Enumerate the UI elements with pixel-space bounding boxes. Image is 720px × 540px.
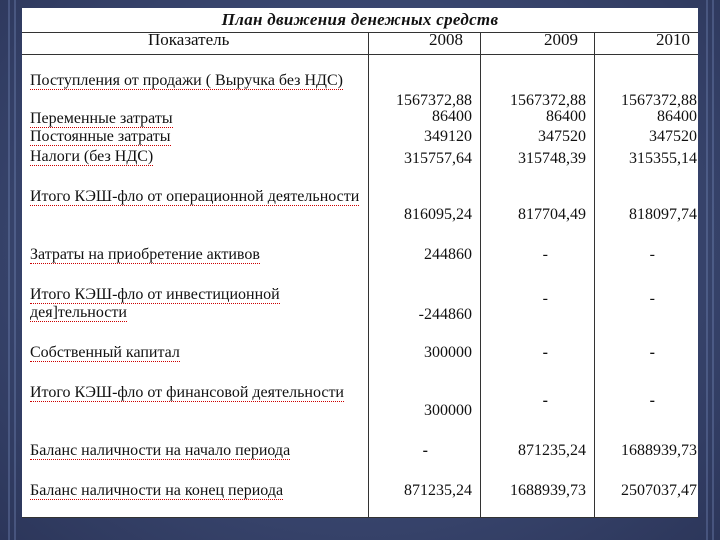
cell-value: 2507037,47	[621, 482, 697, 499]
cell-value: 86400	[432, 108, 472, 125]
header-divider	[22, 54, 698, 55]
cell-value: -	[542, 344, 548, 361]
cell-value: 315757,64	[404, 150, 472, 167]
cell-value: -	[649, 344, 655, 361]
row-label-operating-cash-flow: Итого КЭШ-фло от операционной деятельности	[30, 188, 360, 205]
cell-value: -	[649, 392, 655, 409]
row-label-opening-balance: Баланс наличности на начало периода	[30, 442, 291, 459]
cell-value: 315355,14	[629, 150, 697, 167]
cell-value: 300000	[424, 402, 472, 419]
row-label-financing-cash-flow: Итого КЭШ-фло от финансовой деятельности	[30, 384, 344, 401]
cell-value: 349120	[424, 128, 472, 145]
row-label-investing-cash-flow: Итого КЭШ-фло от инвестиционной дея]тельности	[30, 286, 280, 321]
header-year-2008: 2008	[429, 30, 463, 49]
cell-value: -	[542, 392, 548, 409]
cell-value: -	[649, 246, 655, 263]
cell-value: 1567372,88	[621, 92, 697, 109]
cell-value: 817704,49	[518, 206, 586, 223]
header-year-2010: 2010	[656, 30, 690, 49]
cell-value: 1688939,73	[510, 482, 586, 499]
cell-value: 871235,24	[518, 442, 586, 459]
cell-value: 871235,24	[404, 482, 472, 499]
document-title: План движения денежных средств	[221, 10, 499, 29]
cell-value: 300000	[424, 344, 472, 361]
cell-value: -244860	[418, 306, 472, 323]
cell-value: 347520	[649, 128, 697, 145]
cell-value: 86400	[546, 108, 586, 125]
column-divider	[594, 32, 595, 518]
cell-value: -	[542, 246, 548, 263]
table-bottom-border	[22, 517, 698, 518]
cell-value: 1688939,73	[621, 442, 697, 459]
cell-value: -	[649, 290, 655, 307]
header-indicator: Показатель	[148, 30, 230, 49]
cell-value: 86400	[657, 108, 697, 125]
title-divider	[22, 32, 698, 33]
cell-value: 244860	[424, 246, 472, 263]
column-divider	[480, 32, 481, 518]
row-label-closing-balance: Баланс наличности на конец периода	[30, 482, 284, 499]
cell-value: -	[542, 290, 548, 307]
cell-value: 315748,39	[518, 150, 586, 167]
cell-value: -	[422, 442, 428, 459]
cell-value: 818097,74	[629, 206, 697, 223]
row-label-equity: Собственный капитал	[30, 344, 180, 361]
row-label-taxes: Налоги (без НДС)	[30, 148, 154, 165]
cell-value: 816095,24	[404, 206, 472, 223]
row-label-revenue: Поступления от продажи ( Выручка без НДС)	[30, 72, 343, 89]
cell-value: 1567372,88	[510, 92, 586, 109]
cell-value: 1567372,88	[396, 92, 472, 109]
row-label-fixed-costs: Постоянные затраты	[30, 128, 171, 145]
cell-value: 347520	[538, 128, 586, 145]
cash-flow-document	[22, 8, 698, 518]
header-year-2009: 2009	[544, 30, 578, 49]
row-label-variable-costs: Переменные затраты	[30, 110, 173, 127]
row-label-asset-purchase: Затраты на приобретение активов	[30, 246, 260, 263]
